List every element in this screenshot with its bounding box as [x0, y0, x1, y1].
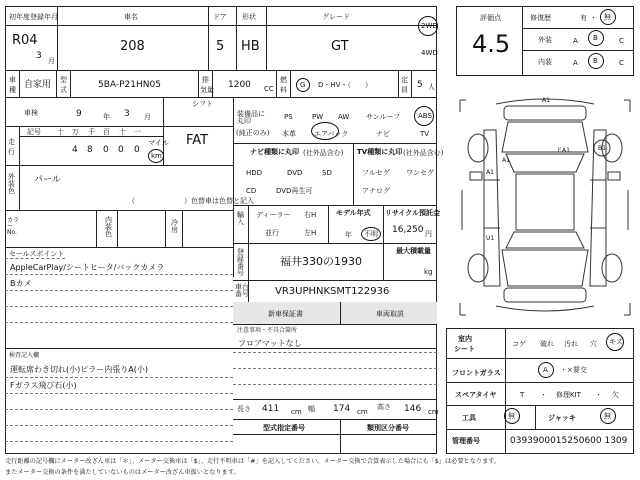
disp-label-b: 気量: [200, 86, 214, 94]
warranty-row: [233, 302, 437, 324]
divider: [266, 6, 267, 70]
exterior-color: パール: [34, 175, 61, 185]
grade-label: グレード: [322, 13, 350, 21]
max-load-label: 最大積載量: [396, 247, 431, 255]
tv-label: TV種類に丸印: [357, 148, 403, 156]
shift-label: シフト: [192, 100, 213, 108]
cold-label: 冷房: [171, 219, 178, 234]
warranty-new: 新車保証書: [268, 310, 303, 318]
jack-label: ジャッキ: [548, 414, 576, 422]
digit-label-100k: 十: [57, 128, 64, 136]
tv-fullseg: フルセグ: [362, 169, 390, 177]
fuel-label-b: 料: [280, 86, 287, 94]
height-value: 146: [404, 404, 422, 414]
mileage-digit: 4: [72, 145, 78, 155]
dashed-line: [5, 393, 233, 394]
divider: [248, 205, 249, 243]
mileage-digit: 8: [87, 145, 93, 155]
spare-dot2: ・: [595, 391, 602, 399]
divider: [398, 70, 399, 97]
sales-point-line2: Bカメ: [10, 279, 32, 288]
equip-tv: TV: [420, 130, 430, 138]
seat-label-a: 室内: [458, 335, 472, 343]
fuel-options: D・HV・（ ）: [318, 81, 372, 89]
width-label: 幅: [308, 405, 315, 413]
reg-month: 3: [36, 51, 42, 61]
recycle-value: 16,250: [392, 225, 424, 235]
equipment-sublabel: (純正のみ): [236, 129, 270, 137]
dashed-line: [5, 441, 233, 442]
cc-unit: CC: [264, 85, 274, 93]
length-unit: cm: [291, 408, 302, 416]
divider: [5, 210, 233, 211]
car-name: 208: [120, 39, 145, 54]
divider: [5, 247, 233, 248]
reg-year: R04: [12, 33, 38, 48]
navi-dvd: DVD: [287, 169, 303, 177]
max-load-kg: kg: [424, 268, 433, 276]
exterior-note: （ ）色替車は色替と記入: [128, 197, 254, 205]
damage-mark: A1: [502, 157, 510, 164]
seat-kizu: キズ: [609, 338, 623, 346]
divider: [233, 205, 437, 206]
inspector-line1: 運転席わき切れ(小)ピラー内張りA(小): [10, 365, 148, 374]
digit-label-100: 百: [103, 128, 110, 136]
divider: [446, 382, 634, 383]
divider: [446, 358, 634, 359]
inspector-line2: Fガラス飛び石(小): [10, 381, 77, 390]
inspection-month: 3: [124, 109, 130, 119]
navi-dvdplay: DVD再生可: [276, 187, 313, 195]
equipment-label: 装備品に丸印: [237, 110, 265, 125]
model-year-unit: 年: [345, 231, 352, 239]
divider: [5, 165, 233, 166]
equip-aw: AW: [338, 113, 350, 121]
divider: [233, 419, 437, 420]
divider: [522, 50, 634, 51]
divider: [5, 126, 233, 127]
front-glass-a: A: [543, 366, 548, 374]
dashed-line: [5, 409, 233, 410]
dashed-line: [5, 377, 233, 378]
navi-label: ナビ種類に丸印: [250, 148, 299, 156]
spare-dot1: ・: [540, 391, 547, 399]
seat-yogore: 汚れ: [564, 340, 578, 348]
seat-ana: 穴: [590, 340, 597, 348]
divider: [233, 97, 234, 277]
chassis-value: VR3UPHNKSMT122936: [275, 286, 390, 297]
disp-label-a: 排: [202, 76, 209, 84]
interior-grade-c: C: [619, 59, 624, 67]
divider: [328, 205, 329, 243]
interior-grade-a: A: [573, 59, 578, 67]
model-label-a: 型: [60, 76, 67, 84]
door-label: ドア: [213, 13, 227, 21]
equip-pw: PW: [312, 113, 324, 121]
exterior-grade-c: C: [619, 37, 624, 45]
notes-label: 注意事項・不具合箇所: [237, 327, 298, 334]
navi-sd: SD: [322, 169, 332, 177]
registration-value: 福井330の1930: [280, 255, 362, 268]
digit-label-1k: 千: [88, 128, 95, 136]
damage-mark: A1: [486, 169, 494, 176]
score-value: 4.5: [472, 30, 511, 58]
divider: [446, 429, 634, 430]
capacity: 5: [417, 80, 423, 90]
dashed-line: [233, 384, 437, 385]
spare-missing: 欠: [612, 391, 619, 399]
tools-selected: 無: [508, 412, 515, 420]
color-no-label: カラーNo.: [7, 217, 20, 236]
car-diagram: [456, 90, 634, 325]
model-year-label: モデル年式: [336, 209, 371, 217]
divider: [522, 6, 523, 76]
divider: [236, 6, 237, 70]
divider: [19, 126, 20, 165]
fuel-selected: G: [300, 81, 306, 89]
inspection-year-unit: 年: [103, 113, 110, 121]
type-label-a: 車: [9, 76, 16, 84]
divider: [383, 205, 384, 243]
mileage-label-b: 行: [8, 148, 15, 156]
repair-label: 修復歴: [530, 14, 551, 22]
mgmt-label: 管理番号: [452, 437, 480, 445]
mile-unit: マイル: [148, 139, 169, 147]
equip-abs: ABS: [418, 112, 432, 120]
footer-line2: またメーター交換の条件を満たしていないものはメーター改ざん車扱いとなります。: [5, 469, 240, 476]
dashed-line: [5, 274, 233, 275]
mgmt-value: 0393900015250600 1309: [510, 436, 628, 446]
dashed-line: [5, 290, 233, 291]
length-value: 411: [262, 404, 280, 414]
damage-mark: ドA1: [556, 147, 570, 154]
capacity-label-a: 定: [401, 76, 408, 84]
seat-yabure: 破れ: [540, 340, 554, 348]
type-no-label: 型式指定番号: [263, 424, 305, 432]
divider: [233, 280, 437, 281]
divider: [182, 210, 183, 247]
repair-selected: 無: [604, 13, 611, 21]
shape-label: 形状: [242, 13, 256, 21]
mileage-label-a: 走: [8, 138, 15, 146]
length-label: 長さ: [237, 405, 251, 413]
interior-grade-b: B: [593, 57, 598, 65]
equip-sunroof: サンルーフ: [366, 113, 401, 121]
chassis-label: 車台番号: [235, 283, 249, 298]
sales-point-line1: AppleCarPlay/シートヒータ/バックカメラ: [10, 263, 165, 272]
inspection-year: 9: [76, 109, 82, 119]
equip-airbag: エアバック: [314, 130, 349, 138]
divider: [70, 70, 71, 97]
km-unit: km: [151, 152, 162, 160]
dashed-line: [233, 368, 437, 369]
divider: [198, 70, 199, 97]
divider: [233, 324, 437, 325]
import-right: 右H: [304, 211, 317, 219]
import-left: 左H: [304, 229, 317, 237]
divider: [233, 399, 437, 400]
equip-ps: PS: [284, 113, 293, 121]
class-no-label: 類別区分番号: [367, 424, 409, 432]
divider: [96, 210, 97, 247]
divider: [340, 302, 341, 324]
recycle-label: リサイクル預託金: [385, 209, 441, 217]
divider: [208, 6, 209, 70]
divider: [290, 70, 291, 97]
warranty-manual: 車両取説: [376, 310, 404, 318]
model-label-b: 式: [60, 86, 67, 94]
spare-kit: 修理KIT: [556, 391, 581, 399]
interior-color-label: 内装色: [105, 216, 112, 238]
footer-line1: 走行距離の記号欄にメーター改ざん車は「＊」、メーター交換車は「$」、走行不明車は「#」を記入してください。メーター交換で合算表示した場合にも「$」は必要となります。: [5, 458, 501, 465]
divider: [56, 70, 57, 97]
divider: [233, 243, 437, 244]
equip-navi: ナビ: [376, 130, 390, 138]
navi-hdd: HDD: [246, 169, 263, 177]
digit-label-10: 十: [119, 128, 126, 136]
height-label: 高さ: [377, 403, 391, 411]
mileage-digit: 0: [134, 145, 140, 155]
mileage-digit: 0: [103, 145, 109, 155]
dashed-line: [5, 258, 65, 259]
divider: [248, 243, 249, 280]
divider: [5, 97, 437, 98]
exterior-label-v: 外装色: [8, 173, 15, 195]
divider: [233, 434, 437, 435]
divider: [57, 6, 58, 70]
inspector-label: 検査記入欄: [9, 352, 40, 359]
spare-t: T: [520, 391, 525, 399]
divider: [411, 70, 412, 97]
divider: [353, 143, 354, 205]
sales-point-label: セールスポイント: [9, 250, 65, 258]
doors: 5: [216, 39, 225, 54]
width-unit: cm: [357, 408, 368, 416]
dashed-line: [5, 425, 233, 426]
fuel-label-a: 燃: [280, 76, 287, 84]
import-label: 輸入: [237, 211, 244, 226]
score-label: 評価点: [480, 14, 501, 22]
divider: [165, 210, 166, 247]
dashed-line: [5, 306, 233, 307]
divider: [248, 280, 249, 302]
front-glass-option: ・×要交: [560, 366, 587, 374]
shape: HB: [241, 39, 260, 54]
drive-alt: 4WD: [421, 49, 438, 57]
damage-mark: U1: [486, 235, 495, 242]
divider: [5, 25, 437, 26]
dashed-line: [233, 352, 437, 353]
equip-leather: 本革: [282, 130, 296, 138]
repair-dot: ・: [590, 14, 597, 22]
car-name-label: 車名: [124, 13, 138, 21]
registration-label: 登録番号: [237, 248, 244, 277]
divider: [19, 136, 163, 137]
tv-sub: (社外品含む): [403, 149, 444, 157]
reg-month-unit: 月: [48, 57, 55, 65]
divider: [276, 70, 277, 97]
model-year-unknown: 不明: [364, 230, 378, 238]
navi-sub: (社外品含む): [303, 149, 344, 157]
divider: [535, 405, 536, 429]
seat-koge: コゲ: [512, 340, 526, 348]
divider: [522, 28, 634, 29]
tv-analog: アナログ: [362, 187, 390, 195]
damage-mark: A1: [542, 97, 550, 104]
digit-label-1: 一: [134, 128, 141, 136]
seat-label-b: シート: [454, 345, 475, 353]
usage: 自家用: [24, 80, 52, 90]
divider: [19, 165, 20, 210]
grade: GT: [331, 39, 349, 54]
type-label-b: 種: [9, 86, 16, 94]
shift-value: FAT: [186, 133, 209, 148]
import-parallel: 並行: [265, 229, 279, 237]
navi-cd: CD: [246, 187, 257, 195]
width-value: 174: [333, 404, 351, 414]
divider: [5, 348, 437, 349]
jack-selected: 無: [604, 412, 611, 420]
divider: [212, 70, 213, 97]
capacity-label-b: 員: [401, 86, 408, 94]
recycle-yen: 円: [425, 230, 432, 238]
model: 5BA-P21HN05: [98, 80, 161, 90]
exterior-grade-a: A: [573, 37, 578, 45]
capacity-unit: 人: [428, 83, 435, 91]
first-reg-label: 初年度登録年月: [9, 13, 58, 21]
repair-yes: 有: [580, 14, 587, 22]
dashed-line: [5, 322, 233, 323]
displacement: 1200: [228, 80, 251, 90]
divider: [117, 210, 118, 247]
inspection-label: 車検: [24, 109, 38, 117]
mileage-digit: 0: [118, 145, 124, 155]
interior-label: 内装: [538, 58, 552, 66]
drive: 2WD: [421, 22, 438, 30]
exterior-grade-b: B: [593, 34, 598, 42]
digit-label-10k: 万: [72, 128, 79, 136]
height-unit: cm: [428, 408, 439, 416]
damage-mark: B1: [598, 145, 606, 152]
import-dealer: ディーラー: [256, 211, 291, 219]
spare-label: スペアタイヤ: [455, 391, 497, 399]
front-glass-label: フロントガラス: [452, 369, 501, 377]
exterior-label: 外装: [538, 36, 552, 44]
divider: [505, 328, 506, 454]
tools-label: 工具: [462, 414, 476, 422]
divider: [446, 405, 634, 406]
tv-oneseg: ワンセグ: [406, 169, 434, 177]
notes-line1: フロアマットなし: [238, 339, 302, 348]
inspection-month-unit: 月: [144, 113, 151, 121]
divider: [233, 143, 437, 144]
divider: [340, 419, 341, 454]
divider: [383, 243, 384, 280]
divider: [19, 70, 20, 97]
digit-label-sym: 記号: [27, 128, 41, 136]
